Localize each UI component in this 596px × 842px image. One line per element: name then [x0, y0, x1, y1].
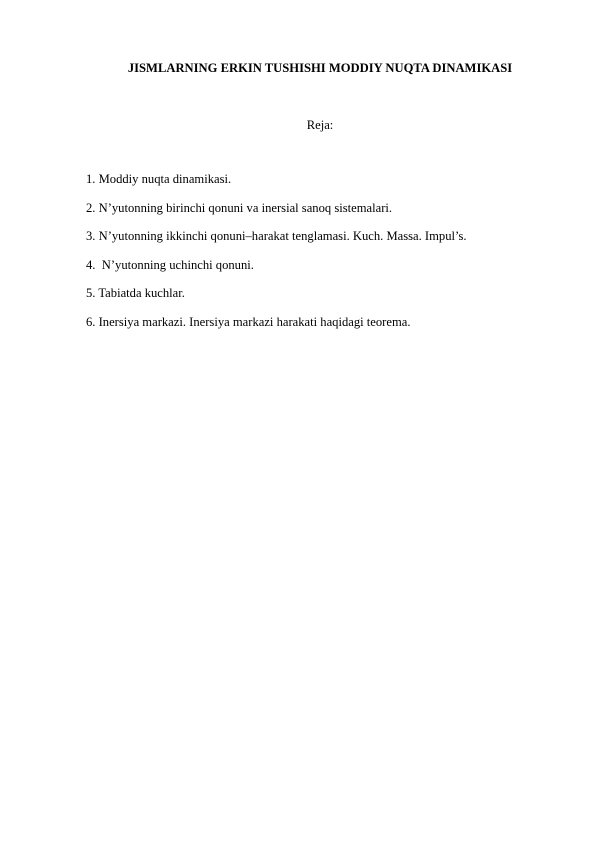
plan-heading: Reja:: [306, 118, 334, 132]
plan-item: 6. Inersiya markazi. Inersiya markazi harakati haqidagi teorema.: [86, 314, 411, 329]
plan-item: 2. N’yutonning birinchi qonuni va inersial sanoq sistemalari.: [86, 200, 393, 215]
plan-item: 3. N’yutonning ikkinchi qonuni–harakat tenglamasi. Kuch. Massa. Impul’s.: [86, 229, 467, 244]
document-title: JISMLARNING ERKIN TUSHISHI MODDIY NUQTA DINAMIKASI: [127, 61, 513, 75]
plan-list: [86, 172, 467, 344]
plan-item: 4. N’yutonning uchinchi qonuni.: [86, 257, 254, 272]
plan-item: 1. Moddiy nuqta dinamikasi.: [86, 172, 232, 186]
plan-item: 5. Tabiatda kuchlar.: [86, 286, 185, 301]
